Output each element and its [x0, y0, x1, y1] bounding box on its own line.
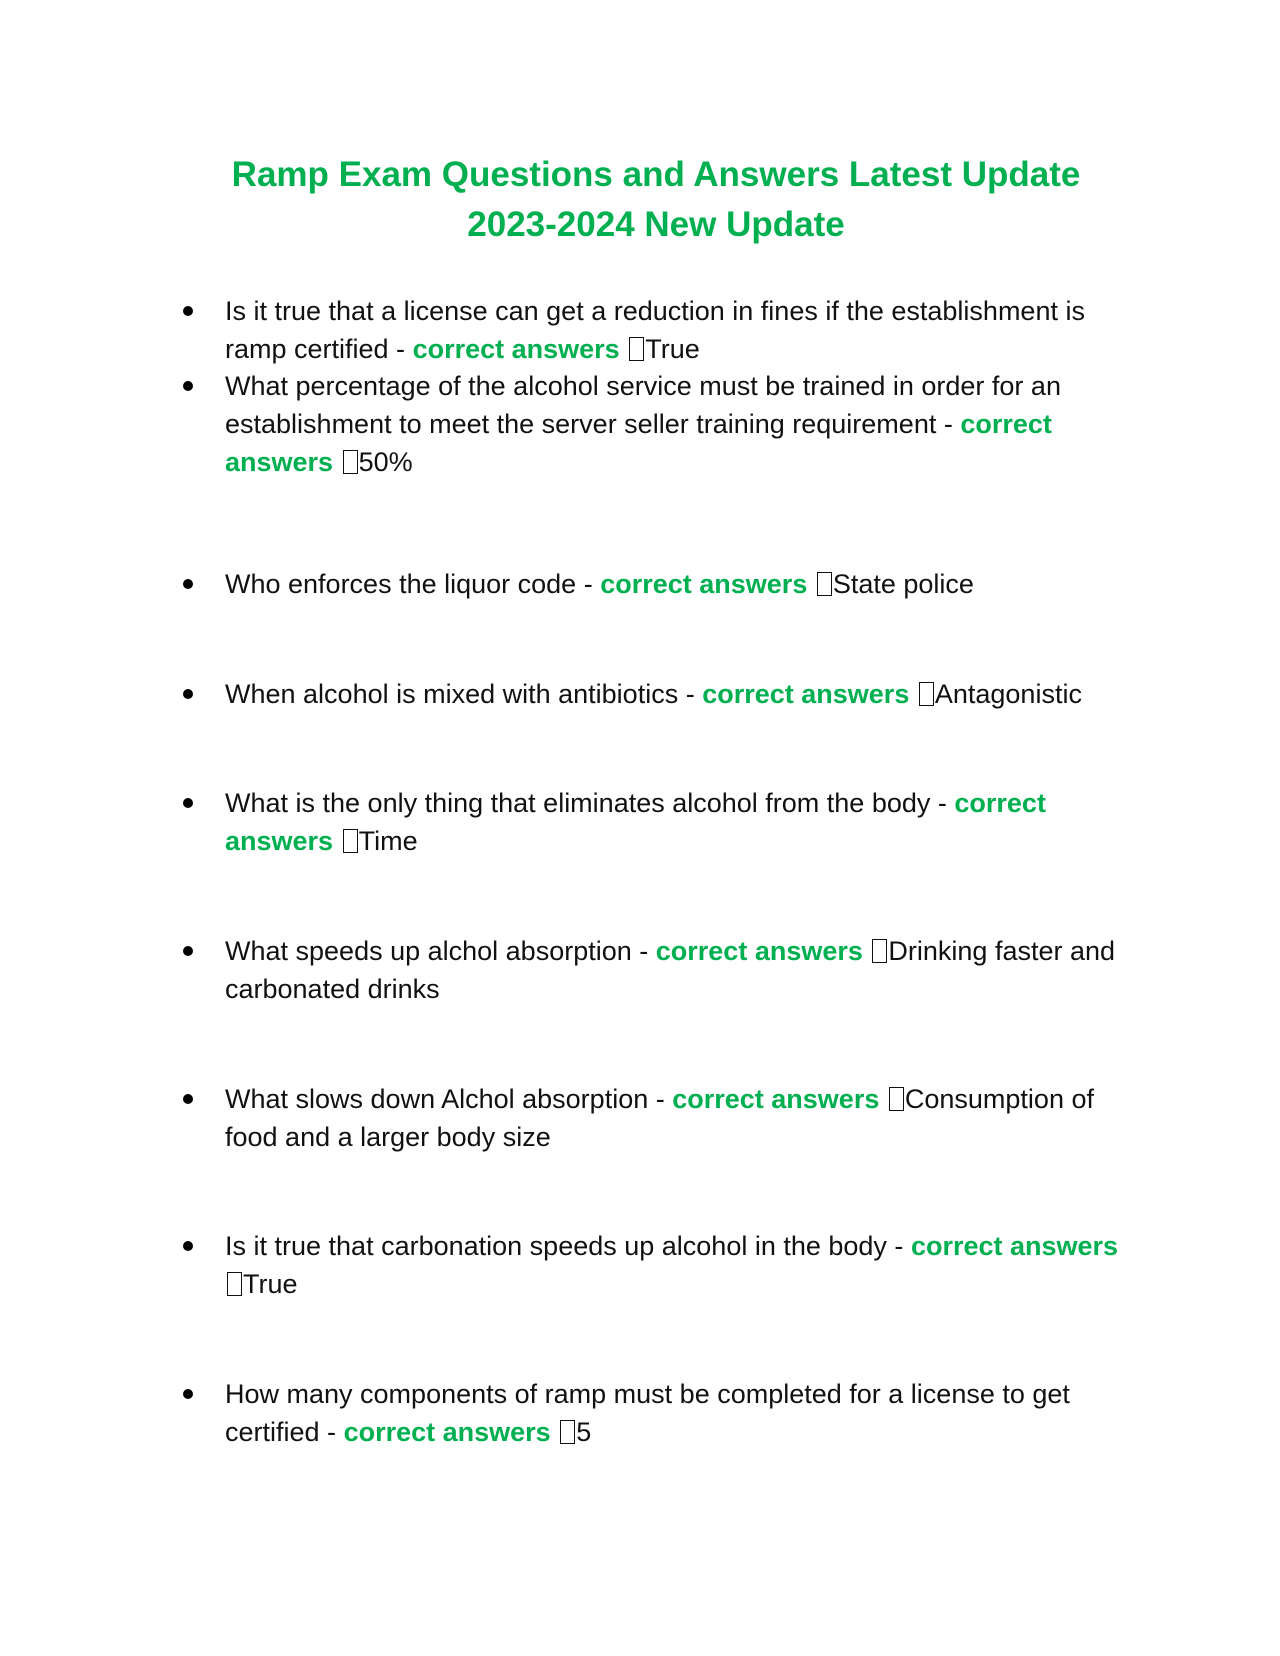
answer-text: Consumption of food and a larger body size	[225, 1084, 1094, 1152]
bullet-icon	[183, 946, 193, 956]
answer-text: 50%	[358, 447, 413, 477]
question-text: What percentage of the alcohol service must be trained in order for an establishment to meet the server seller training requirement -	[225, 371, 1061, 439]
bullet-icon	[183, 689, 193, 699]
title-line-2: 2023-2024 New Update	[467, 205, 845, 244]
list-item-text	[225, 1227, 1120, 1303]
list-item-text	[225, 292, 1120, 368]
question-text: What is the only thing that eliminates alcohol from the body -	[225, 788, 947, 818]
list-item-text	[225, 1375, 1120, 1451]
missing-glyph-box-icon	[343, 829, 358, 853]
missing-glyph-box-icon	[872, 939, 887, 963]
correct-answers-label: correct answers	[225, 409, 1052, 477]
list-item-text	[225, 367, 1120, 481]
question-text: How many components of ramp must be completed for a license to get certified -	[225, 1379, 1070, 1447]
correct-answers-label: correct answers	[672, 1084, 880, 1114]
correct-answers-label: correct answers	[655, 936, 863, 966]
title-line-1: Ramp Exam Questions and Answers Latest Update	[231, 155, 1081, 194]
list-item-text	[225, 1080, 1120, 1156]
answer-text: 5	[576, 1417, 592, 1447]
answer-text: True	[645, 334, 700, 364]
list-item-text	[225, 784, 1120, 860]
question-text: Is it true that carbonation speeds up alcohol in the body -	[225, 1231, 904, 1261]
page-title	[160, 150, 1152, 250]
answer-text: Drinking faster and carbonated drinks	[225, 936, 1116, 1004]
correct-answers-label: correct answers	[343, 1417, 551, 1447]
question-text: When alcohol is mixed with antibiotics -	[225, 679, 695, 709]
missing-glyph-box-icon	[227, 1272, 242, 1296]
missing-glyph-box-icon	[560, 1420, 575, 1444]
list-item-text	[225, 565, 1120, 603]
bullet-icon	[183, 579, 193, 589]
missing-glyph-box-icon	[629, 337, 644, 361]
list-item-text	[225, 675, 1120, 713]
missing-glyph-box-icon	[343, 450, 358, 474]
bullet-icon	[183, 381, 193, 391]
correct-answers-label: correct answers	[702, 679, 910, 709]
correct-answers-label: correct answers	[225, 788, 1046, 856]
correct-answers-label: correct answers	[600, 569, 808, 599]
bullet-icon	[183, 1389, 193, 1399]
missing-glyph-box-icon	[817, 572, 832, 596]
bullet-icon	[183, 1241, 193, 1251]
question-text: Is it true that a license can get a reduction in fines if the establishment is ramp certified -	[225, 296, 1085, 364]
missing-glyph-box-icon	[889, 1087, 904, 1111]
question-text: What slows down Alchol absorption -	[225, 1084, 665, 1114]
question-text: Who enforces the liquor code -	[225, 569, 593, 599]
list-item-text	[225, 932, 1120, 1008]
missing-glyph-box-icon	[919, 682, 934, 706]
correct-answers-label: correct answers	[412, 334, 620, 364]
question-text: What speeds up alchol absorption -	[225, 936, 649, 966]
bullet-icon	[183, 798, 193, 808]
bullet-icon	[183, 306, 193, 316]
answer-text: State police	[832, 569, 974, 599]
answer-text: Antagonistic	[934, 679, 1082, 709]
answer-text: True	[243, 1269, 298, 1299]
bullet-icon	[183, 1094, 193, 1104]
answer-text: Time	[358, 826, 418, 856]
correct-answers-label: correct answers	[910, 1231, 1119, 1261]
